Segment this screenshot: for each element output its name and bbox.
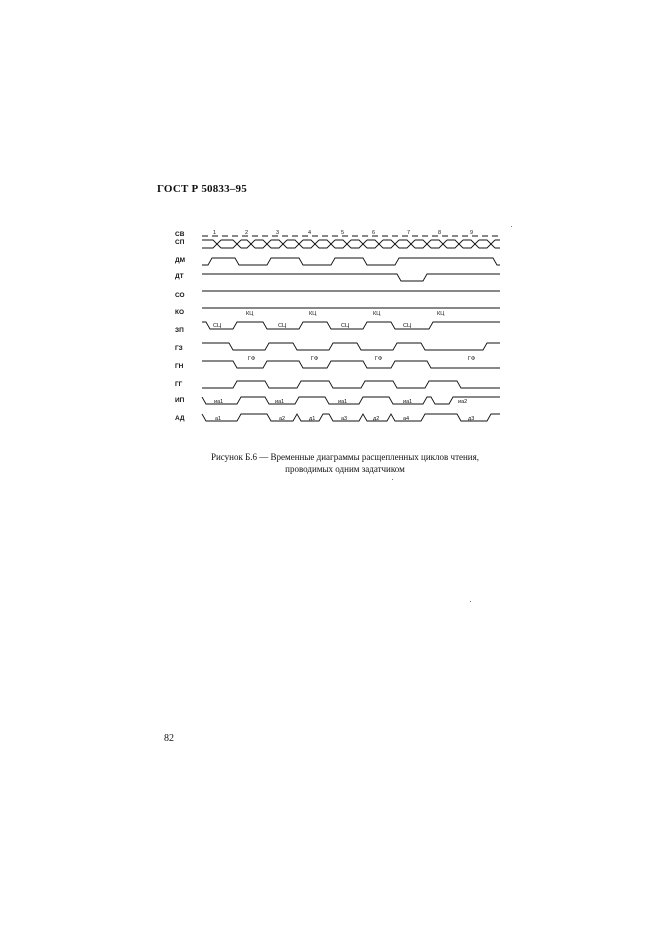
ko-mark: КЦ: [437, 311, 445, 317]
waveform-gz: [202, 343, 500, 350]
cycle-number: 1: [213, 230, 217, 236]
cycle-number: 7: [407, 230, 411, 236]
zp-mark: СЦ: [278, 323, 287, 329]
ad-mark: а1: [215, 416, 222, 422]
zp-mark: СЦ: [403, 323, 412, 329]
cycle-number: 2: [245, 230, 249, 236]
caption-line: проводимых одним задатчиком: [285, 464, 405, 474]
signal-label-sp: СП: [175, 239, 185, 246]
signal-label-so: СО: [175, 292, 185, 299]
cycle-number: 8: [438, 230, 442, 236]
ad-mark: д2: [373, 416, 380, 422]
scan-speck: [392, 479, 393, 480]
ko-mark: КЦ: [246, 311, 254, 317]
timing-diagram: [175, 225, 505, 430]
ip-mark: иа1: [403, 399, 413, 405]
ad-mark: д1: [309, 416, 316, 422]
zp-mark: СЦ: [213, 323, 222, 329]
caption-line: Рисунок Б.6 — Временные диаграммы расщепленных циклов чтения,: [210, 452, 480, 462]
signal-label-sv: СВ: [175, 231, 185, 238]
gn-mark: ГФ: [468, 356, 476, 362]
ko-mark: КЦ: [373, 311, 381, 317]
signal-label-gz: ГЗ: [175, 345, 183, 352]
cycle-number: 6: [372, 230, 376, 236]
scan-speck: [511, 226, 512, 227]
waveform-dm: [202, 258, 500, 265]
cycle-number: 4: [308, 230, 312, 236]
waveform-gn: [202, 361, 500, 368]
signal-label-ad: АД: [175, 415, 185, 422]
waveform-dt: [202, 274, 500, 281]
signal-label-zp: ЗП: [175, 327, 184, 334]
waveform-ip: [202, 397, 500, 404]
gn-mark: ГФ: [248, 356, 256, 362]
signal-label-dt: ДТ: [175, 273, 184, 280]
signal-label-ko: КО: [175, 309, 185, 316]
signal-label-dm: ДМ: [175, 257, 186, 264]
waveform-ad: [202, 414, 500, 421]
waveform-sp: [202, 240, 500, 248]
ip-mark: иа1: [275, 399, 285, 405]
signal-label-ip: ИП: [175, 397, 185, 404]
waveform-gg: [202, 381, 500, 388]
document-header: ГОСТ Р 50833–95: [157, 183, 247, 195]
page-number: 82: [164, 733, 174, 744]
ip-mark: иа2: [458, 399, 468, 405]
ad-mark: а3: [341, 416, 348, 422]
waveform-zp: [202, 322, 500, 329]
gn-mark: ГФ: [311, 356, 319, 362]
cycle-number: 9: [470, 230, 474, 236]
ko-mark: КЦ: [309, 311, 317, 317]
signal-label-gg: ГГ: [175, 381, 183, 388]
signal-label-gn: ГН: [175, 363, 184, 370]
ad-mark: а2: [279, 416, 286, 422]
ad-mark: а4: [403, 416, 410, 422]
cycle-number: 5: [341, 230, 345, 236]
gn-mark: ГФ: [375, 356, 383, 362]
figure-caption: [160, 451, 530, 475]
ip-mark: иа1: [338, 399, 348, 405]
ad-mark: д3: [468, 416, 475, 422]
zp-mark: СЦ: [341, 323, 350, 329]
scan-speck: [470, 601, 471, 602]
ip-mark: иа1: [214, 399, 224, 405]
cycle-number: 3: [276, 230, 280, 236]
